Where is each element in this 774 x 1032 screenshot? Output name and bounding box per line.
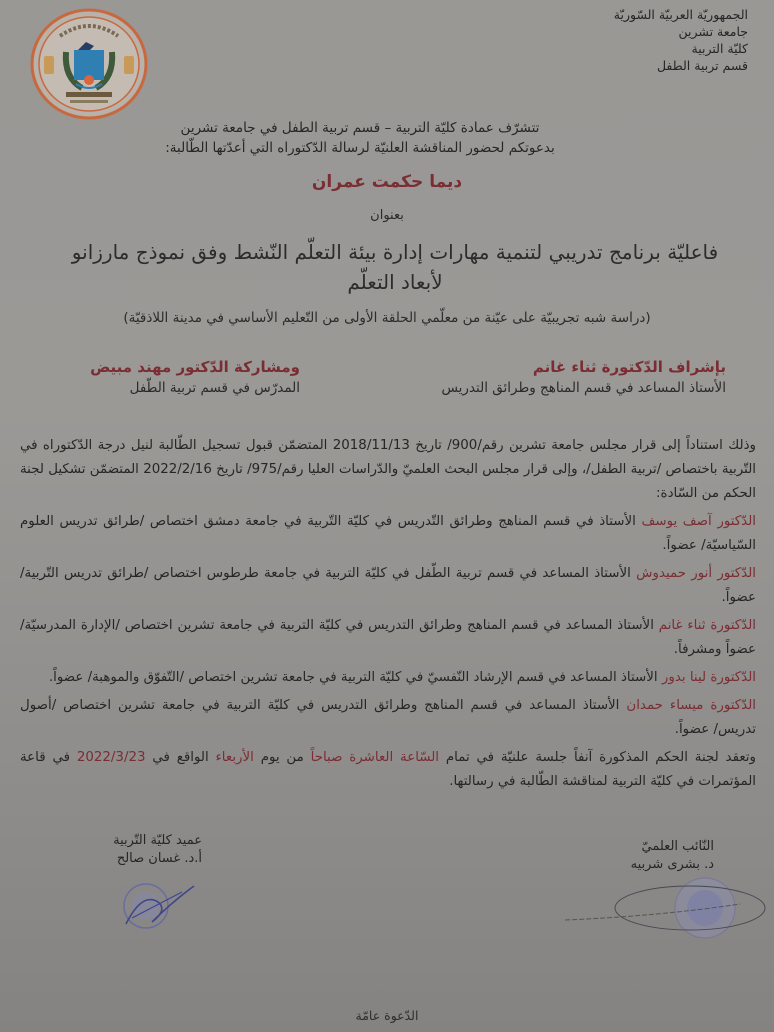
session-day: الأربعاء [215, 750, 254, 765]
vice-dean-stamp-icon [560, 870, 770, 950]
session-text: في قاعة المؤتمرات في كليّة التربية لمناقشة الطّالبة في رسالتها. [20, 750, 756, 789]
decision-date: 2022/2/16 [143, 462, 212, 477]
session-date: 2022/3/23 [76, 750, 146, 765]
titled-label: بعنوان [370, 208, 404, 223]
letterhead-line: كليّة التربية [691, 41, 748, 56]
session-text: وتعقد لجنة الحكم المذكورة آنفاً جلسة علنيّة في تمام [445, 750, 756, 765]
letterhead-line: قسم تربية الطفل [656, 58, 748, 73]
vice-dean-signature-block [574, 838, 714, 874]
invitation-intro [60, 118, 660, 158]
dean-name: أ.د. غسان صالح [116, 851, 202, 866]
dean-title: عميد كليّة التّربية [113, 833, 202, 848]
vice-dean-title: النّائب العلميّ [641, 839, 714, 854]
thesis-subtitle: (دراسة شبه تجريبيّة على عيّنة من معلّمي الحلقة الأولى من التّعليم الأساسي في مدينة اللاذقيّة) [123, 310, 651, 326]
session-paragraph [20, 746, 756, 794]
dean-signature-block [62, 832, 202, 948]
thesis-title-line: لأبعاد التعلّم [347, 270, 443, 294]
committee-member-details: الأستاذ المساعد في قسم المناهج وطرائق التدريس في كليّة التربية في جامعة تشرين اختصاص /أصول تدريس/ عضواً. [20, 698, 756, 737]
committee-member-details: الأستاذ المساعد في قسم تربية الطّفل في كليّة التربية في جامعة طرطوس اختصاص /طرائق تدريس التّربية/ عضواً. [20, 566, 756, 605]
committee-member-name: الدّكتور آصف يوسف [641, 514, 756, 529]
footer-note: الدّعوة عامّة [355, 1008, 419, 1023]
thesis-title-line: فاعليّة برنامج تدريبي لتنمية مهارات إدارة بيئة التعلّم النّشط وفق نموذج مارزانو [71, 240, 719, 264]
committee-member [20, 562, 756, 610]
student-name: ديما حكمت عمران [311, 172, 463, 192]
committee-member-name: الدّكتورة ميساء حمدان [626, 698, 757, 713]
letterhead [614, 6, 748, 74]
co-supervisor-position: المدرّس في قسم تربية الطّفل [129, 380, 300, 396]
decision-paragraph [20, 434, 756, 506]
committee-member-details: الأستاذ المساعد في قسم المناهج وطرائق التدريس في كليّة التربية في جامعة تشرين اختصاص /الإدارة المدرسيّة/ عضواً ومشرفاً. [20, 618, 756, 657]
thesis-title [60, 237, 730, 297]
committee-member [20, 510, 756, 558]
supervisor [386, 356, 726, 398]
committee-member-name: الدّكتورة ثناء غانم [658, 618, 756, 633]
supervisor-name: بإشراف الدّكتورة ثناء غانم [532, 358, 726, 376]
supervisor-position: الأستاذ المساعد في قسم المناهج وطرائق التدريس [441, 380, 726, 396]
committee-member-details: الأستاذ في قسم المناهج وطرائق التّدريس في كليّة التّربية في جامعة دمشق اختصاص /طرائق تدريس العلوم السّياسيّة/ عضواً. [20, 514, 756, 553]
session-text: الواقع في [152, 750, 209, 765]
committee-member-name: الدّكتورة لينا بدور [661, 670, 756, 685]
decision-text: المتضمّن تشكيل لجنة الحكم من السّادة: [20, 462, 756, 501]
co-supervisor [60, 356, 300, 398]
letterhead-line: جامعة تشرين [678, 24, 748, 39]
university-logo [30, 8, 148, 120]
vice-dean-name: د. بشرى شربيه [630, 857, 714, 872]
committee-member [20, 614, 756, 662]
letterhead-line: الجمهوريّة العربيّة السّوريّة [613, 7, 748, 22]
committee-member [20, 694, 756, 742]
committee-member [20, 666, 756, 690]
university-seal-icon [30, 8, 148, 120]
decision-text: وذلك استناداً إلى قرار مجلس جامعة تشرين رقم/900/ تاريخ 2018/11/13 المتضمّن قبول تسجيل الطّالبة لنيل درجة الدّكتوراه في التّربية باختصاص /تربية الطفل/، وإلى قرار مجلس البحث العلميّ والدّراسات العليا رقم/975/ تاريخ [20, 438, 756, 477]
committee-member-name: الدّكتور أنور حميدوش [636, 566, 757, 581]
intro-line: تتشرّف عمادة كليّة التربية – قسم تربية الطفل في جامعة تشرين [180, 120, 540, 136]
dean-stamp-icon [112, 872, 202, 942]
letter-body [20, 434, 756, 794]
intro-line: بدعوتكم لحضور المناقشة العلنيّة لرسالة الدّكتوراه التي أعدّتها الطّالبة: [165, 140, 555, 156]
session-text: من يوم [260, 750, 304, 765]
co-supervisor-name: ومشاركة الدّكتور مهند مبيض [90, 358, 300, 376]
committee-member-details: الأستاذ المساعد في قسم الإرشاد النّفسيّ في كليّة التربية في جامعة تشرين اختصاص /التّفوّق والموهبة/ عضواً. [48, 670, 658, 685]
session-time: السّاعة العاشرة صباحاً [310, 750, 440, 765]
